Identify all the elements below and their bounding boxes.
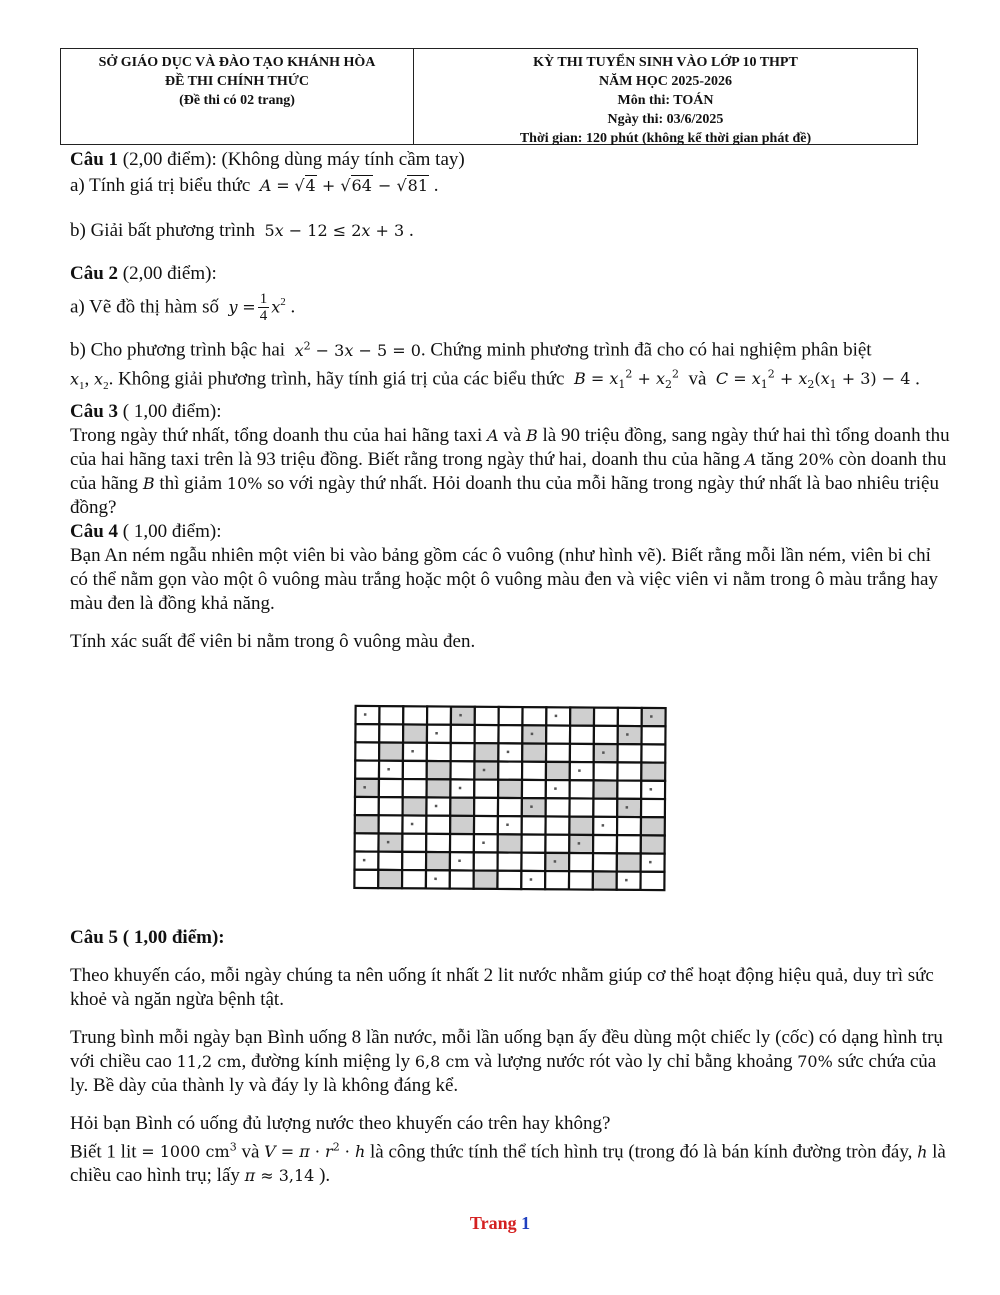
exam-name: KỲ THI TUYỂN SINH VÀO LỚP 10 THPT (533, 55, 798, 70)
grid-cell-white (497, 871, 521, 889)
grid-cell-black (498, 780, 522, 798)
scan-speck (530, 805, 533, 808)
scan-speck (650, 788, 653, 791)
page-number: 1 (521, 1213, 531, 1233)
q2-part-a: a) Vẽ đồ thị hàm số y = $\frac{1}{4}$ $x^2$ . (70, 291, 296, 325)
grid-cell-white (426, 797, 450, 815)
q2-part-b: b) Cho phương trình bậc hai $x^2 - 3x - 5 = 0$. Chứng minh phương trình đã cho có hai nghiệm phân biệt (70, 339, 872, 361)
grid-cell-white (451, 761, 475, 779)
grid-cell-white (499, 707, 523, 725)
grid-cell-white (641, 872, 665, 890)
scan-speck (363, 859, 366, 862)
scan-speck (602, 824, 605, 827)
grid-cell-white (642, 726, 666, 744)
grid-cell-white (451, 725, 475, 743)
header-right (414, 49, 917, 144)
scan-speck (555, 715, 558, 718)
grid-cell-black (427, 779, 451, 797)
grid-cell-white (450, 779, 474, 797)
exam-header (60, 48, 918, 145)
grid-cell-white (641, 799, 665, 817)
grid-cell-white (617, 835, 641, 853)
grid-cell-white (569, 798, 593, 816)
grid-cell-white (450, 834, 474, 852)
grid-cell-white (641, 781, 665, 799)
grid-cell-white (498, 762, 522, 780)
grid-cell-white (593, 853, 617, 871)
grid-cell-white (521, 853, 545, 871)
grid-cell-white (402, 834, 426, 852)
grid-cell-white (379, 706, 403, 724)
grid-cell-white (521, 871, 545, 889)
grid-cell-white (403, 779, 427, 797)
grid-cell-white (426, 834, 450, 852)
grid-cell-white (403, 743, 427, 761)
grid-cell-white (546, 816, 570, 834)
grid-cell-white (546, 707, 570, 725)
grid-cell-black (641, 817, 665, 835)
grid-cell-white (355, 797, 379, 815)
grid-cell-white (379, 797, 403, 815)
scan-speck (507, 751, 510, 754)
exam-date: Ngày thi: 03/6/2025 (607, 112, 724, 127)
grid-cell-black (403, 724, 427, 742)
q1-part-b: b) Giải bất phương trình 5x − 12 ≤ 2x + 3 . (70, 220, 414, 241)
grid-cell-black (593, 780, 617, 798)
scan-speck (506, 823, 509, 826)
grid-cell-white (355, 833, 379, 851)
grid-cell-white (474, 798, 498, 816)
grid-cell-white (593, 817, 617, 835)
grid-cell-white (379, 724, 403, 742)
grid-cell-white (641, 854, 665, 872)
grid-figure (352, 704, 668, 892)
grid-cell-white (498, 743, 522, 761)
grid-cell-black (641, 835, 665, 853)
q5-para-2: Trung bình mỗi ngày bạn Bình uống 8 lần nước, mỗi lần uống bạn ấy đều dùng một chiếc ly (cốc) có dạng hình trụ với chiều cao 11,2 cm, đường kính miệng ly 6,8 cm và lượng nước rót vào ly chỉ bằng khoảng 70% sức chứa của ly. Bề dày của thành ly và đáy ly là không đáng kể. (70, 1027, 943, 1096)
grid-cell-black (569, 835, 593, 853)
grid-cell-white (546, 744, 570, 762)
scan-speck (459, 714, 462, 717)
grid-cell-black (427, 761, 451, 779)
grid-cell-black (569, 817, 593, 835)
scan-speck (625, 879, 628, 882)
scan-speck (578, 842, 581, 845)
page-label: Trang (469, 1213, 517, 1233)
grid-cell-white (379, 779, 403, 797)
header-left (61, 49, 414, 144)
grid-cell-black (546, 762, 570, 780)
scan-speck (602, 751, 605, 754)
grid-cell-black (450, 798, 474, 816)
grid-cell-white (498, 853, 522, 871)
grid-cell-white (522, 816, 546, 834)
grid-cell-white (522, 780, 546, 798)
exam-duration: Thời gian: 120 phút (không kể thời gian phát đề) (519, 131, 812, 146)
grid-cell-white (475, 707, 499, 725)
grid-cell-white (427, 725, 451, 743)
scan-speck (364, 713, 367, 716)
grid-cell-white (355, 742, 379, 760)
page-footer (0, 1213, 1000, 1234)
grid-cell-white (593, 799, 617, 817)
grid-cell-white (617, 762, 641, 780)
grid-cell-white (403, 761, 427, 779)
q4-question: Tính xác suất để viên bi nằm trong ô vuông màu đen. (70, 630, 476, 652)
grid-cell-white (474, 816, 498, 834)
scan-speck (483, 769, 486, 772)
grid-cell-white (617, 872, 641, 890)
grid-cell-white (355, 761, 379, 779)
department-name: SỞ GIÁO DỤC VÀ ĐÀO TẠO KHÁNH HÒA (98, 55, 376, 70)
grid-cell-black (451, 707, 475, 725)
grid-cell-white (402, 852, 426, 870)
scan-speck (459, 787, 462, 790)
grid-cell-white (379, 761, 403, 779)
grid-cell-white (355, 724, 379, 742)
q5-section (70, 926, 950, 1188)
grid-cell-black (450, 816, 474, 834)
grid-cell-white (522, 762, 546, 780)
grid-cell-white (498, 798, 522, 816)
grid-cell-white (546, 725, 570, 743)
grid-cell-white (426, 816, 450, 834)
grid-cell-white (475, 725, 499, 743)
grid-cell-white (474, 834, 498, 852)
grid-cell-white (594, 726, 618, 744)
grid-cell-white (354, 852, 378, 870)
grid-cell-white (569, 871, 593, 889)
scan-speck (435, 805, 438, 808)
grid-cell-black (474, 871, 498, 889)
grid-cell-white (451, 743, 475, 761)
scan-speck (482, 841, 485, 844)
grid-cell-black (522, 725, 546, 743)
grid-cell-black (545, 853, 569, 871)
grid-cell-white (498, 725, 522, 743)
grid-cell-white (498, 816, 522, 834)
grid-cell-black (379, 742, 403, 760)
scan-speck (387, 841, 390, 844)
grid-cell-white (617, 781, 641, 799)
grid-cell-black (355, 779, 379, 797)
grid-cell-white (546, 798, 570, 816)
scan-speck (578, 769, 581, 772)
scan-speck (554, 787, 557, 790)
grid-cell-black (403, 797, 427, 815)
scan-speck (411, 823, 414, 826)
grid-cell-black (642, 708, 666, 726)
q5-para-3: Hỏi bạn Bình có uống đủ lượng nước theo khuyến cáo trên hay không? (70, 1113, 611, 1134)
official-exam-label: ĐỀ THI CHÍNH THỨC (164, 74, 310, 89)
scan-speck (554, 860, 557, 863)
q3-heading: Câu 3 ( 1,00 điểm): (70, 400, 222, 422)
grid-cell-white (402, 870, 426, 888)
scan-speck (649, 861, 652, 864)
grid-cell-white (402, 815, 426, 833)
grid-cell-white (522, 834, 546, 852)
grid-cell-black (474, 761, 498, 779)
q2-heading: Câu 2 (2,00 điểm): (70, 263, 217, 284)
grid-cell-white (618, 744, 642, 762)
grid-cell-black (593, 871, 617, 889)
grid-cell-white (570, 744, 594, 762)
grid-cell-white (594, 762, 618, 780)
grid-cell-white (474, 852, 498, 870)
grid-cell-black (522, 798, 546, 816)
grid-cell-white (546, 780, 570, 798)
grid-cell-white (570, 780, 594, 798)
grid-cell-black (378, 870, 402, 888)
grid-cell-black (594, 744, 618, 762)
grid-cell-white (618, 708, 642, 726)
q2-part-b-cont: $x_1$, $x_2$. Không giải phương trình, hãy tính giá trị của các biểu thức $B = x_1^2 + x_2^2$ và $C = x_1^2 + x_2(x_1 + 3) - 4$ . (70, 367, 920, 392)
grid-cell-white (427, 706, 451, 724)
grid-cell-white (356, 706, 380, 724)
grid-cell-black (618, 726, 642, 744)
grid-cell-white (427, 743, 451, 761)
grid-cell-black (617, 799, 641, 817)
grid-cell-white (545, 871, 569, 889)
grid-cell-white (570, 726, 594, 744)
grid-cell-black (570, 707, 594, 725)
subject: Môn thi: TOÁN (617, 93, 714, 108)
q1-part-a: a) Tính giá trị biểu thức A = √4 + √64 − √81 . (70, 175, 439, 196)
scan-speck (363, 786, 366, 789)
q5-para-1: Theo khuyến cáo, mỗi ngày chúng ta nên uống ít nhất 2 lit nước nhằm giúp cơ thể hoạt động hiệu quả, duy trì sức khoẻ và ngăn ngừa bệnh tật. (70, 965, 934, 1010)
grid-cell-white (641, 744, 665, 762)
grid-cell-black (641, 763, 665, 781)
grid-cell-black (426, 852, 450, 870)
grid-cell-black (498, 834, 522, 852)
grid-cell-white (450, 852, 474, 870)
scan-speck (411, 750, 414, 753)
grid-cell-white (617, 817, 641, 835)
grid-cell-white (378, 852, 402, 870)
scan-speck (650, 715, 653, 718)
page-count-note: (Đề thi có 02 trang) (179, 93, 295, 108)
grid-cell-white (450, 870, 474, 888)
checkered-board (351, 703, 668, 893)
scan-speck (458, 860, 461, 863)
grid-cell-white (593, 835, 617, 853)
grid-cell-black (522, 743, 546, 761)
scan-speck (626, 806, 629, 809)
scan-speck (434, 878, 437, 881)
grid-cell-white (569, 853, 593, 871)
grid-cell-white (474, 780, 498, 798)
grid-cell-white (594, 708, 618, 726)
grid-cell-white (570, 762, 594, 780)
q3-body: Trong ngày thứ nhất, tổng doanh thu của hai hãng taxi A và B là 90 triệu đồng, sang ngày thứ hai thì tổng doanh thu của hai hãng taxi trên là 93 triệu đồng. Biết rằng trong ngày thứ hai, doanh thu của hãng A tăng 20% còn doanh thu của hãng B thì giảm 10% so với ngày thứ nhất. Hỏi doanh thu của mỗi hãng trong ngày thứ nhất là bao nhiêu triệu đồng? (70, 424, 950, 518)
grid-cell-white (522, 707, 546, 725)
school-year: NĂM HỌC 2025-2026 (599, 74, 732, 89)
q1-heading: Câu 1 (2,00 điểm): (Không dùng máy tính cầm tay) (70, 149, 465, 170)
scan-speck (387, 768, 390, 771)
q5-para-4: Biết 1 lit = 1000 $cm^3$ và $V = \pi \cdot r^2 \cdot h$ là công thức tính thể tích hình trụ (trong đó là bán kính đường tròn đáy, h là chiều cao hình trụ; lấy π ≈ 3,14 ). (70, 1141, 946, 1187)
grid-cell-white (426, 870, 450, 888)
exam-content (70, 148, 950, 654)
grid-cell-white (354, 870, 378, 888)
grid-cell-black (474, 743, 498, 761)
q4-heading: Câu 4 ( 1,00 điểm): (70, 520, 222, 542)
grid-cell-white (545, 835, 569, 853)
scan-speck (626, 733, 629, 736)
q5-heading: Câu 5 ( 1,00 điểm): (70, 927, 225, 948)
scan-speck (531, 733, 534, 736)
grid-cell-black (355, 815, 379, 833)
grid-cell-white (403, 706, 427, 724)
q4-body: Bạn An ném ngẫu nhiên một viên bi vào bảng gồm các ô vuông (như hình vẽ). Biết rằng mỗi lần ném, viên bi chỉ có thể nằm gọn vào một ô vuông màu trắng hoặc một ô vuông màu đen và việc viên vi nằm trong ô màu trắng hay màu đen là đồng khả năng. (70, 544, 938, 614)
scan-speck (435, 732, 438, 735)
grid-cell-black (378, 833, 402, 851)
scan-speck (530, 878, 533, 881)
grid-cell-black (617, 853, 641, 871)
grid-cell-white (379, 815, 403, 833)
